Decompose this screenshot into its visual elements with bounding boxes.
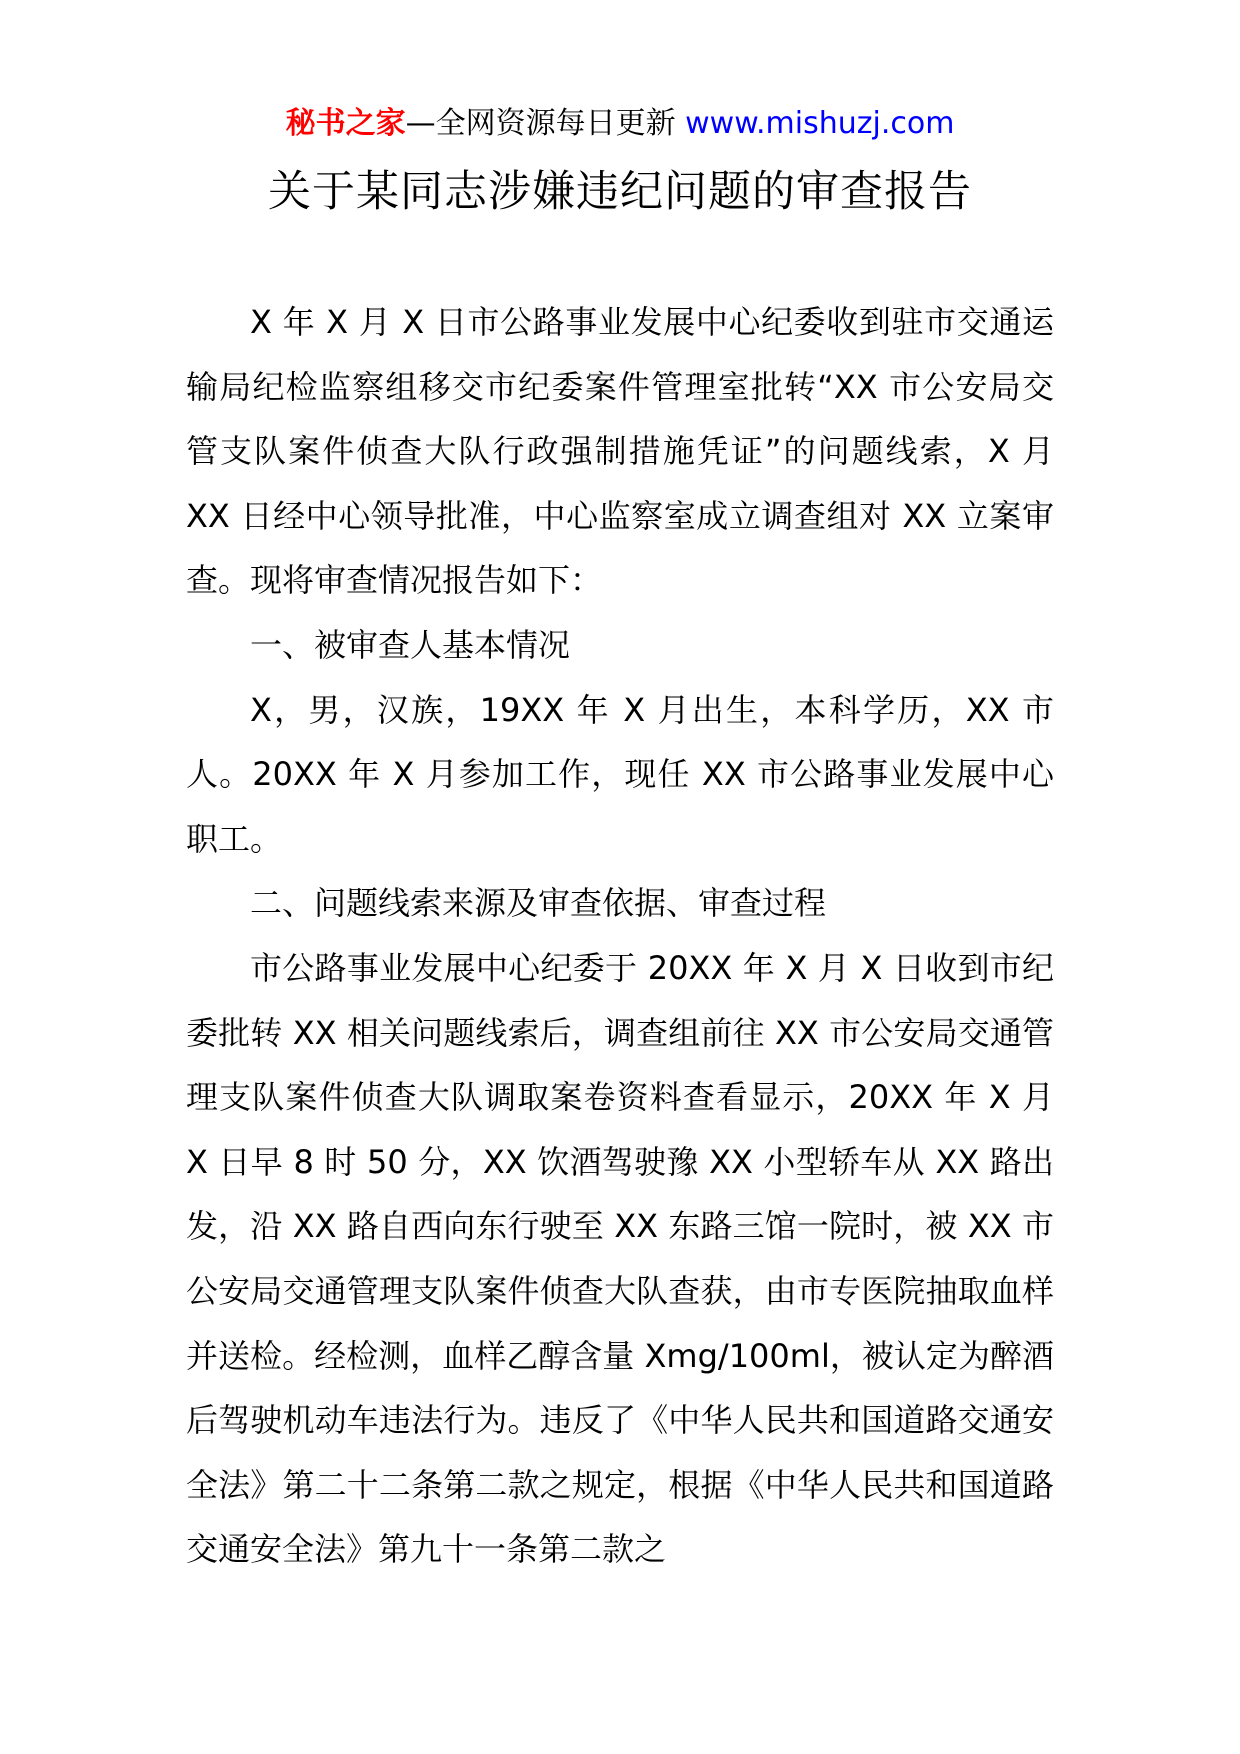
- section-heading-1: 一、被审查人基本情况: [250, 625, 571, 664]
- paragraph-basic-info: X，男，汉族，19XX 年 X 月出生，本科学历，XX 市人。20XX 年 X 月参加工作，现任 XX 市公路事业发展中心职工。: [186, 690, 1054, 858]
- paragraph-review-process: 市公路事业发展中心纪委于 20XX 年 X 月 X 日收到市纪委批转 XX 相关问题线索后，调查组前往 XX 市公安局交通管理支队案件侦查大队调取案卷资料查看显示，20XX 年 X 月 X 日早 8 时 50 分，XX 饮酒驾驶豫 XX 小型轿车从 XX 路出发，沿 XX 路自西向东行驶至 XX 东路三馆一院时，被 XX 市公安局交通管理支队案件侦查大队查获，由市专医院抽取血样并送检。经检测，血样乙醇含量 Xmg/100ml，被认定为醉酒后驾驶机动车违法行为。违反了《中华人民共和国道路交通安全法》第二十二条第二款之规定，根据《中华人民共和国道路交通安全法》第九十一条第二款之: [186, 948, 1054, 1569]
- site-banner: [0, 102, 1240, 146]
- document-body: [186, 290, 1054, 1582]
- paragraph-intro: X 年 X 月 X 日市公路事业发展中心纪委收到驻市交通运输局纪检监察组移交市纪委案件管理室批转“XX 市公安局交管支队案件侦查大队行政强制措施凭证”的问题线索，X 月 XX 日经中心领导批准，中心监察室成立调查组对 XX 立案审查。现将审查情况报告如下：: [186, 303, 1054, 600]
- document-title: 关于某同志涉嫌违纪问题的审查报告: [268, 167, 972, 217]
- brand-name: 秘书之家: [285, 106, 406, 141]
- site-url-link[interactable]: www.mishuzj.com: [685, 106, 955, 141]
- section-heading-2: 二、问题线索来源及审查依据、审查过程: [250, 884, 827, 923]
- banner-slogan: —全网资源每日更新: [405, 106, 676, 141]
